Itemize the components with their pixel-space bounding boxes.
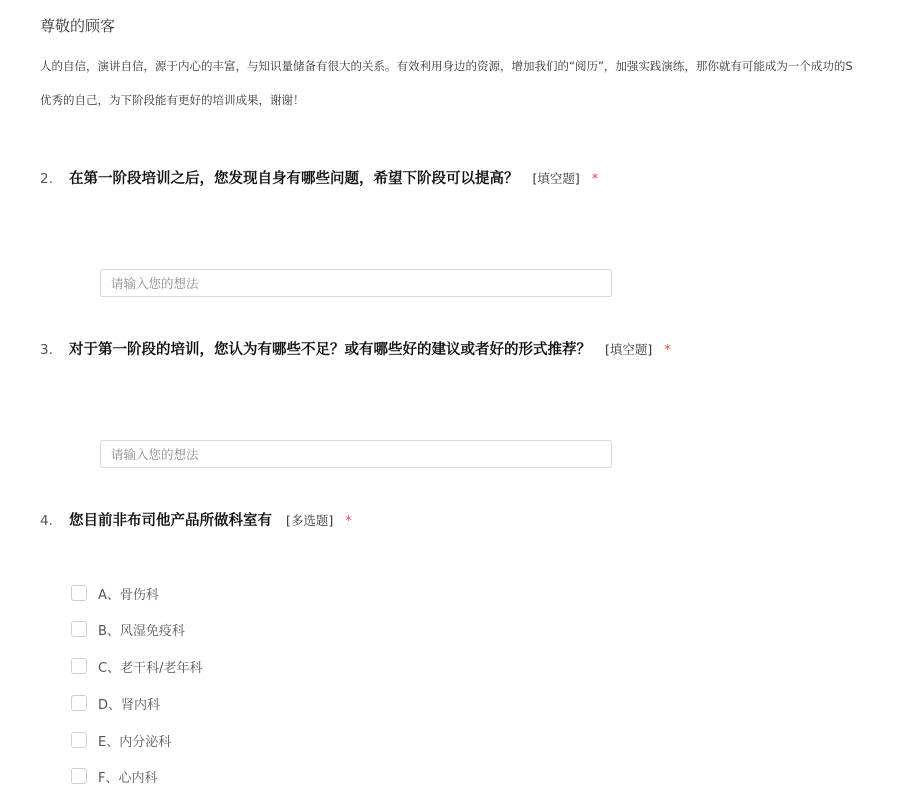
option-a-orthopedics[interactable] xyxy=(71,583,159,603)
question-text: 您目前非布司他产品所做科室有 xyxy=(69,513,272,529)
option-b-rheumatology[interactable] xyxy=(71,619,185,639)
checkbox[interactable] xyxy=(71,732,87,748)
question-text: 在第一阶段培训之后，您发现自身有哪些问题，希望下阶段可以提高？ xyxy=(69,171,519,187)
question-number: 3. xyxy=(40,342,53,358)
required-asterisk: * xyxy=(664,343,671,358)
option-f-cardiology[interactable] xyxy=(71,766,157,786)
greeting-heading: 尊敬的顾客 xyxy=(40,17,116,35)
checkbox[interactable] xyxy=(71,585,87,601)
option-label: D、肾内科 xyxy=(98,697,161,713)
question-number: 2. xyxy=(40,171,53,187)
intro-text-line-1: 人的自信，演讲自信，源于内心的丰富，与知识量储备有很大的关系。有效利用身边的资源，增加我们的“阅历”，加强实践演练，那你就有可能成为一个成功的S xyxy=(40,59,853,73)
option-c-geriatrics[interactable] xyxy=(71,656,202,676)
question-type-label: [填空题] xyxy=(532,171,580,186)
option-e-endocrinology[interactable] xyxy=(71,730,171,750)
checkbox[interactable] xyxy=(71,695,87,711)
option-label: A、骨伤科 xyxy=(98,587,159,603)
question-number: 4. xyxy=(40,513,53,529)
option-label: E、内分泌科 xyxy=(98,734,172,750)
question-3-title xyxy=(40,339,671,362)
option-label: C、老干科/老年科 xyxy=(98,660,203,676)
checkbox[interactable] xyxy=(71,621,87,637)
required-asterisk: * xyxy=(591,172,599,187)
question-text: 对于第一阶段的培训，您认为有哪些不足？或有哪些好的建议或者好的形式推荐？ xyxy=(69,342,591,358)
question-2-title xyxy=(40,168,598,191)
option-label: B、风湿免疫科 xyxy=(98,623,185,639)
option-label: F、心内科 xyxy=(98,770,158,786)
question-4-title xyxy=(40,510,352,533)
option-d-nephrology[interactable] xyxy=(71,693,160,713)
required-asterisk: * xyxy=(345,514,352,529)
question-type-label: [多选题] xyxy=(286,513,334,528)
question-2-answer-input[interactable] xyxy=(100,269,612,297)
question-3-answer-input[interactable] xyxy=(100,440,612,468)
checkbox[interactable] xyxy=(71,768,87,784)
checkbox[interactable] xyxy=(71,658,87,674)
intro-text-line-2: 优秀的自己，为下阶段能有更好的培训成果，谢谢！ xyxy=(40,93,305,107)
question-type-label: [填空题] xyxy=(605,342,653,357)
